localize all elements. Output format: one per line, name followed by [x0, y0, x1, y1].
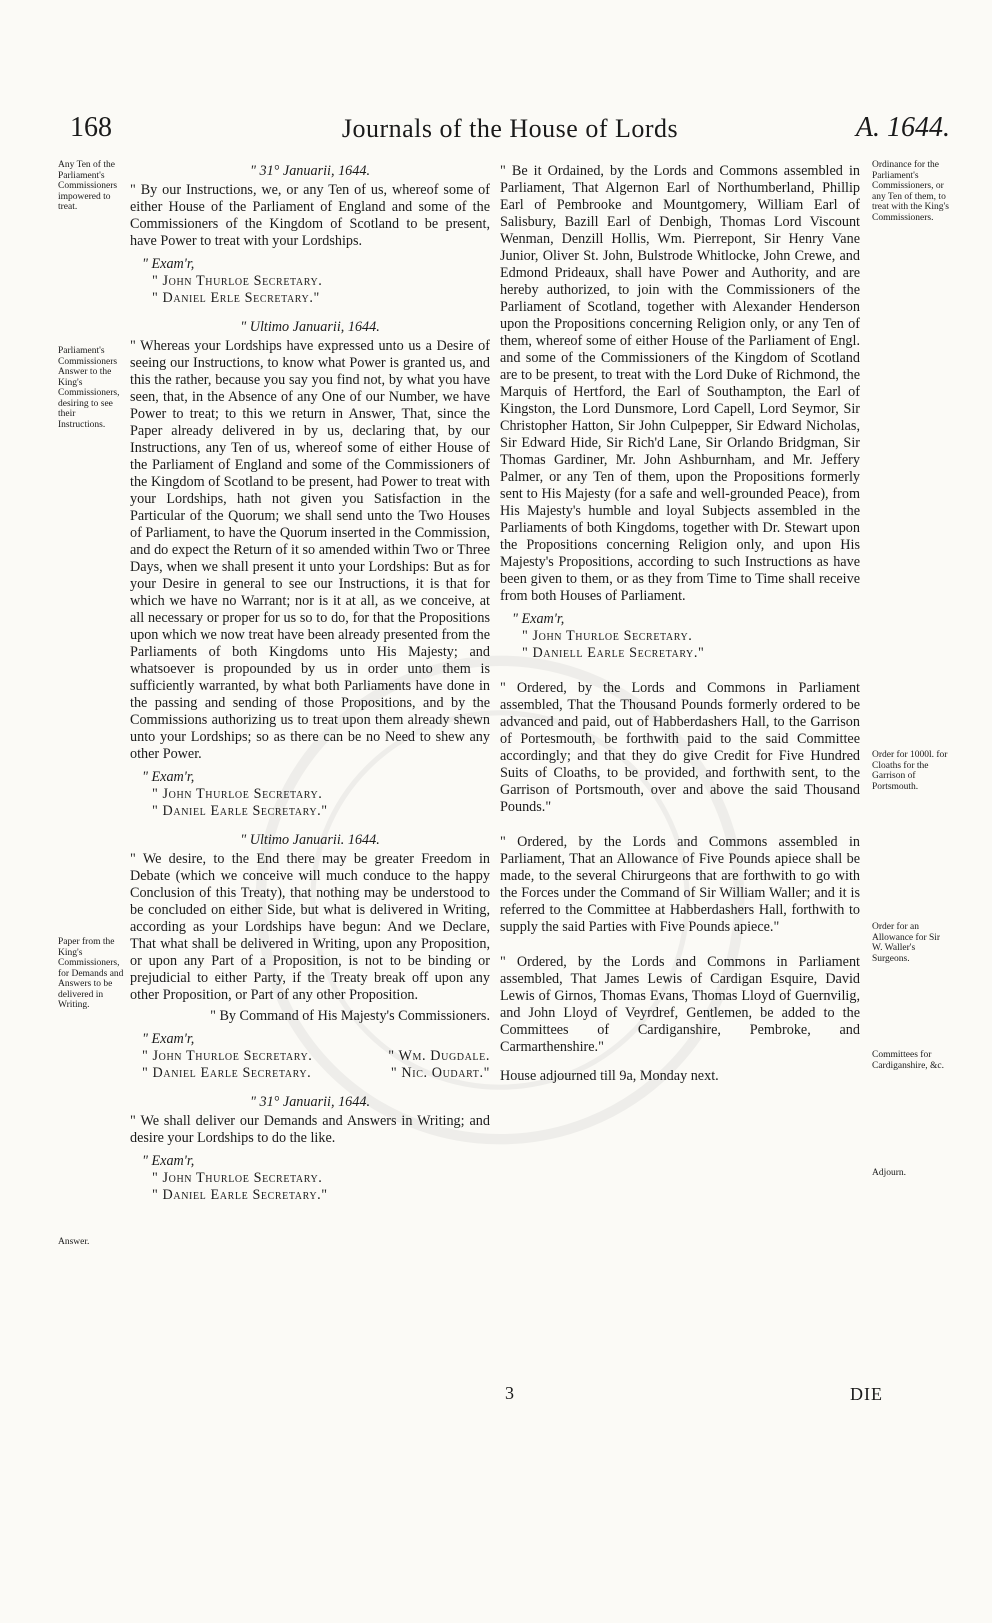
- secretary-signature: " John Thurloe Secretary.: [142, 1048, 313, 1064]
- signature-block: [142, 769, 490, 820]
- margin-note-right: Order for an Allowance for Sir W. Waller's Surgeons.: [872, 922, 941, 964]
- signature-mark: 3: [505, 1383, 514, 1403]
- left-column: [130, 163, 490, 1216]
- running-title: Journals of the House of Lords: [341, 114, 679, 143]
- examiner-line: " Exam'r,: [142, 769, 195, 785]
- entry-date: " Ultimo Januarii. 1644.: [240, 832, 380, 848]
- entry-text: " Ordered, by the Lords and Commons assembled in Parliament, That an Allowance of Five Pounds apiece shall be made, to the several Chirurgeons that are forthwith to go with the Forces under the Command of Sir William Waller; and it is referred to the Committee at Habberdashers Hall, forthwith to supply the said Parties with Five Pounds apiece.": [500, 834, 860, 935]
- secretary-signature: " Daniel Earle Secretary.": [152, 803, 328, 819]
- entry-text: " Ordered, by the Lords and Commons in Parliament assembled, That the Thousand Pounds formerly ordered to be advanced and paid, out of Habberdashers Hall, to the Garrison of Portesmouth, be forthwith paid to the said Committee accordingly; and that they do give Credit for Five Hundred Suits of Cloaths, to be provided, and forthwith sent, to the Garrison of Portsmouth, over and above the said Thousand Pounds.": [500, 680, 860, 815]
- entry-answer: [130, 1094, 490, 1204]
- margin-note-right: Ordinance for the Parliament's Commissioners, or any Ten of them, to treat with the King's Commissioners.: [872, 160, 949, 223]
- entry-text: " We desire, to the End there may be greater Freedom in Debate (which we conceive will much conduce to the happy Conclusion of this Treaty), that nothing may be understood to be concluded on either Side, but what is delivered in Writing, according as your Lordships have begun: And we Declare, That what shall be delivered in Writing, upon any Proposition, or upon any Part of a Proposition, is not to be binding or prejudicial to either Party, if the Treaty break off upon any other Proposition, or Part of any other Proposition.: [130, 851, 490, 1003]
- signature-block: [142, 1031, 490, 1082]
- right-column: [500, 163, 860, 1085]
- margin-note-right: Order for 1000l. for Cloaths for the Garrison of Portsmouth.: [872, 750, 948, 792]
- examiner-line: " Exam'r,: [142, 1031, 195, 1047]
- commissioner-signature: " Nic. Oudart.": [390, 1065, 490, 1081]
- examiner-line: " Exam'r,: [142, 256, 195, 272]
- signature-block: [142, 256, 490, 307]
- signature-block: [142, 1153, 490, 1204]
- margin-note-left: Paper from the King's Commissioners, for Demands and Answers to be delivered in Writing.: [58, 937, 124, 1010]
- entry-order-portsmouth: [500, 680, 860, 816]
- examiner-line: " Exam'r,: [512, 611, 565, 627]
- catchword: DIE: [850, 1384, 883, 1404]
- entry-text: " Whereas your Lordships have expressed unto us a Desire of seeing our Instructions, to know what Power is granted us, and this the rather, because you say you find not, by what you have seen, that, in the Absence of any One of our Number, we have Power to treat; to this we return in Answer, That, since the Paper already delivered in by us, declaring that, by our Instructions, any Ten of us, whereof some of either House of the Parliament of England and some of the Commissioners of the Kingdom of Scotland to be present, had Power to treat with your Lordships, hath not given you Satisfaction in the Particular of the Quorum; we shall send unto the Two Houses of Parliament, to have the Quorum inserted in the Commission, and do expect the Return of it so amended within Two or Three Days, when we shall present it unto your Lordships: But as for your Desire in general to see our Instructions, it is that for which we have no Warrant; nor is it at all, as we conceive, at all necessary or proper for us so to do, for that the Propositions upon which we now treat have been already presented from the Parliaments of both Kingdoms unto His Majesty; and whatsoever is propounded by us in order unto them is sufficiently warranted, by what both Parliaments have done in the passing and sending of those Propositions, and by the Commissions authorizing us to treat upon them already shewn unto your Lordships; so as there can be no Need to shew any other Power.: [130, 338, 490, 762]
- secretary-signature: " John Thurloe Secretary.: [152, 786, 323, 802]
- page-number: 168: [70, 112, 112, 143]
- margin-note-left: Parliament's Commissioners Answer to the King's Commissioners, desiring to see their Instructions.: [58, 346, 120, 430]
- adjournment-line: House adjourned till 9a, Monday next.: [500, 1068, 719, 1084]
- commissioner-signature: " Wm. Dugdale.: [388, 1048, 490, 1064]
- entry-text: " Ordered, by the Lords and Commons in Parliament assembled, That James Lewis of Cardigan Esquire, David Lewis of Girnos, Thomas Evans, Thomas Lloyd of Guernvilig, and John Lloyd of Veyrdref, Gentlemen, be added to the Committees of Cardiganshire, Pembroke, and Carmarthenshire.": [500, 954, 860, 1055]
- entry-text: " Be it Ordained, by the Lords and Commons assembled in Parliament, That Algernon Earl of Northumberland, Phillip Earl of Pembrooke and Mountgomery, William Earl of Salisbury, Bazill Earl of Denbigh, Thomas Lord Viscount Wenman, Denzill Hollis, Wm. Pierrepont, Sir Henry Vane Junior, Oliver St. John, Bulstrode Whitlocke, John Crewe, and Edmond Prideaux, shall have Power and Authority, and are hereby authorized, to join with the Commissioners of the Parliament of Scotland, together with Alexander Henderson upon the Propositions concerning Religion only, or any Ten of them, whereof some of either House of the Parliament of Engl. and some of the Commissioners of the Kingdom of Scotland are to be present, to treat with the Lord Duke of Richmond, the Marquis of Hertford, the Earl of Southampton, the Earl of Kingston, the Lord Dunsmore, Lord Capell, Lord Seymor, Sir Christopher Hatton, Sir John Culpepper, Sir Edward Nicholas, Sir Edward Hide, Sir Rich'd Lane, Sir Orlando Bridgman, Sir Thomas Gardiner, Mr. John Ashburnham, and Mr. Jeffery Palmer, or any Ten of them, upon the Propositions formerly sent to His Majesty (for a safe and well-grounded Peace), from His Majesty's humble and loyal Subjects assembled in the Parliaments of both Kingdoms, together with Dr. Stewart upon the Propositions concerning Religion only, and upon His Majesty's Propositions, according to such Instructions as have been given to them, or as they from Time to Time shall receive from both Houses of Parliament.: [500, 163, 860, 604]
- page-header: [70, 112, 950, 152]
- signature-row: [142, 1065, 490, 1082]
- secretary-signature: " Daniell Earle Secretary.": [522, 645, 705, 661]
- secretary-signature: " John Thurloe Secretary.: [152, 273, 323, 289]
- entry-date: " Ultimo Januarii, 1644.: [240, 319, 380, 335]
- signature-row: [142, 1048, 490, 1065]
- margin-note-right: Committees for Cardiganshire, &c.: [872, 1050, 945, 1071]
- secretary-signature: " John Thurloe Secretary.: [522, 628, 693, 644]
- entry-answer-instructions: [130, 319, 490, 820]
- margin-note-right: Adjourn.: [872, 1168, 907, 1178]
- entry-demands-writing: [130, 832, 490, 1082]
- entry-ordinance-commissioners: [500, 163, 860, 662]
- examiner-line: " Exam'r,: [142, 1153, 195, 1169]
- entry-date: " 31° Januarii, 1644.: [249, 163, 370, 179]
- secretary-signature: " Daniel Erle Secretary.": [152, 290, 320, 306]
- secretary-signature: " John Thurloe Secretary.: [152, 1170, 323, 1186]
- entry-order-cardigan: [500, 954, 860, 1056]
- entry-date: " 31° Januarii, 1644.: [249, 1094, 370, 1110]
- entry-text: " By our Instructions, we, or any Ten of us, whereof some of either House of the Parliament of England and some of the Commissioners of the Kingdom of Scotland to be present, have Power to treat with your Lordships.: [130, 182, 490, 249]
- secretary-signature: " Daniel Earle Secretary.: [142, 1065, 312, 1081]
- signature-block: [512, 611, 860, 662]
- command-line: " By Command of His Majesty's Commissioners.: [210, 1008, 490, 1024]
- secretary-signature: " Daniel Earle Secretary.": [152, 1187, 328, 1203]
- entry-text: " We shall deliver our Demands and Answers in Writing; and desire your Lordships to do the like.: [130, 1113, 490, 1146]
- margin-note-left: Any Ten of the Parliament's Commissioners impowered to treat.: [58, 160, 118, 212]
- entry-quorum-instructions: [130, 163, 490, 307]
- running-year: A. 1644.: [855, 112, 950, 143]
- margin-note-left: Answer.: [58, 1237, 90, 1247]
- entry-order-surgeons: [500, 834, 860, 936]
